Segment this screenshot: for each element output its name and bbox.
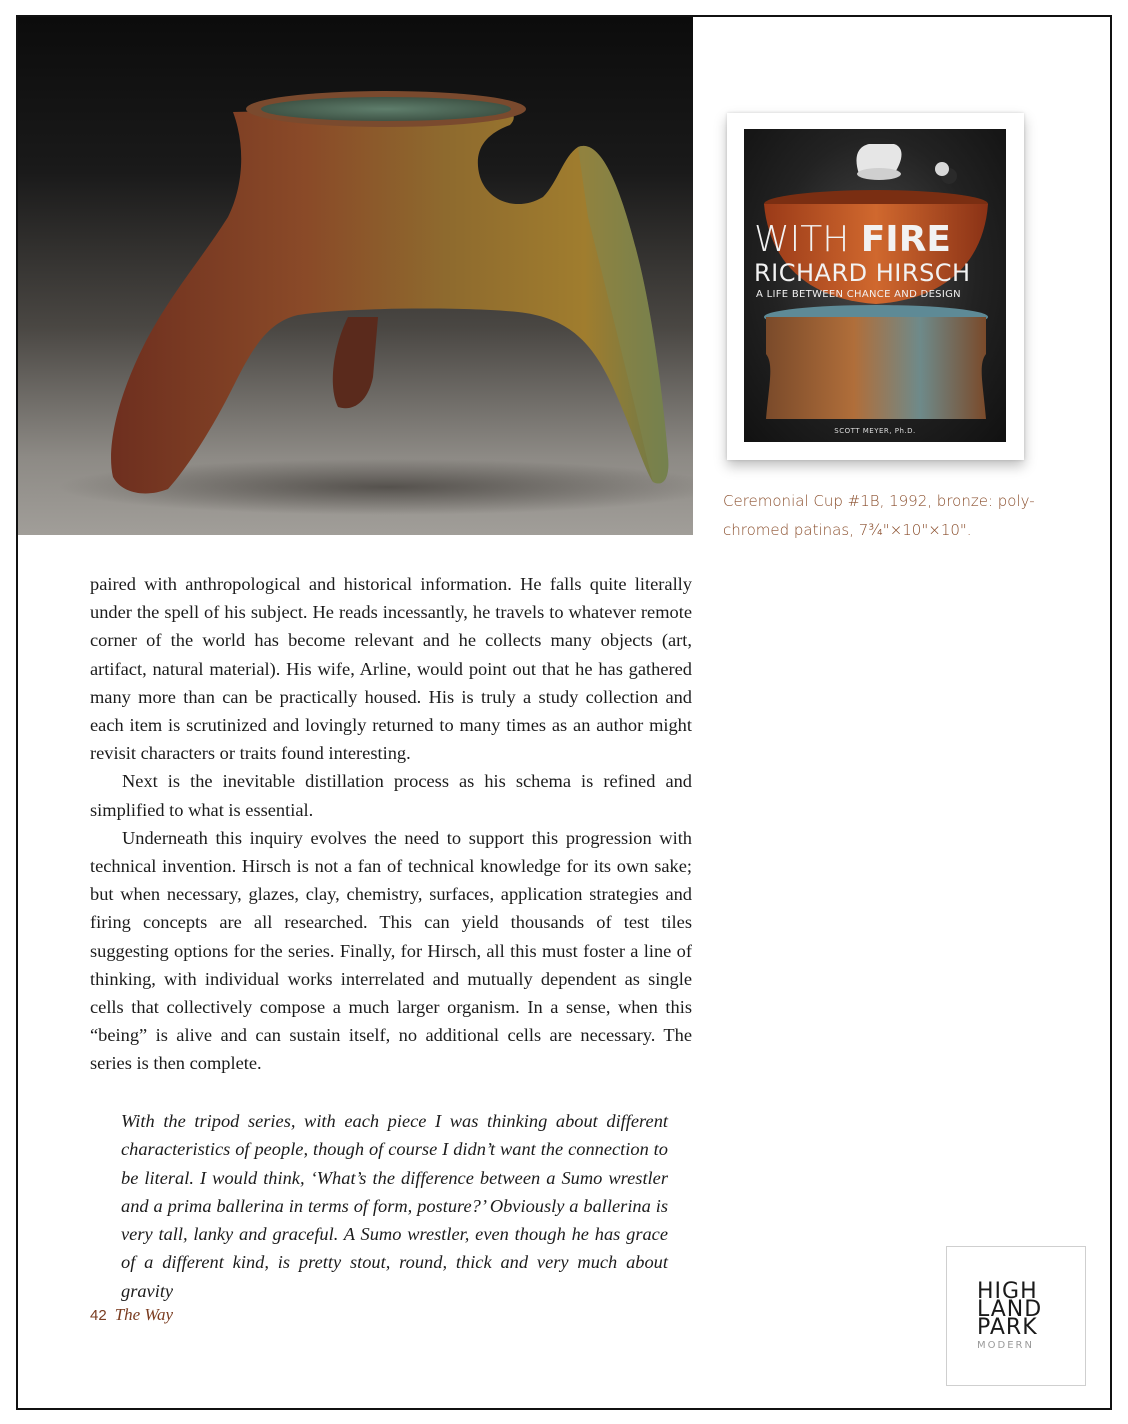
page-number: 42 — [90, 1307, 107, 1324]
cover-author: SCOTT MEYER, Ph.D. — [834, 427, 916, 435]
book-cover-frame — [727, 113, 1024, 460]
cover-subtitle: RICHARD HIRSCH — [754, 259, 971, 287]
ceremonial-cup-illustration — [18, 17, 693, 535]
body-paragraph: Next is the inevitable distillation process as his schema is refined and simplified to what is essential. — [90, 771, 692, 820]
photo-caption: Ceremonial Cup #1B, 1992, bronze: poly-chromed patinas, 7¾"×10"×10". — [723, 492, 1035, 539]
publication-name: The Way — [114, 1305, 174, 1324]
page-footer — [90, 1305, 173, 1325]
pull-quote: With the tripod series, with each piece I was thinking about different characteristics of people, though of course I didn’t want the connection to be literal. I would think, ‘What’s the difference between a Sumo wrestler and a prima ballerina in terms of form, posture?’ Obviously a ballerina is very tall, lanky and graceful. A Sumo wrestler, even though he has grace of a different kind, is pretty stout, round, thick and very much about gravity — [121, 1111, 668, 1301]
cover-title-block — [754, 221, 1004, 301]
ceremonial-cup-photo — [18, 17, 693, 535]
cover-tagline: A LIFE BETWEEN CHANCE AND DESIGN — [756, 289, 961, 300]
body-paragraph: paired with anthropological and historical information. He falls quite literally under the spell of his subject. He reads incessantly, he travels to whatever remote corner of the world has become relevant and he collects many objects (art, artifact, natural material). His wife, Arline, would point out that he has gathered many more than can be practically housed. His is truly a study collection and each item is scrutinized and lovingly returned to many times as an author might revisit characters or traits found interesting. — [90, 574, 692, 764]
highland-park-modern-logo — [946, 1246, 1086, 1386]
logo-wordmark: HIGH LAND PARK MODERN — [977, 1279, 1043, 1351]
cover-title: WITH FIRE — [754, 219, 952, 260]
article-body — [90, 570, 692, 1078]
body-paragraph: Underneath this inquiry evolves the need to support this progression with technical invention. Hirsch is not a fan of technical knowledge for its own sake; but when necessary, glazes, clay, chemistry, surfaces, application strategies and firing concepts are all researched. This can yield thousands of test tiles suggesting options for the series. Finally, for Hirsch, all this must foster a line of thinking, with individual works interrelated and mutually dependent as single cells that collectively compose a much larger organism. In a sense, when this “being” is alive and can sustain itself, no additional cells are necessary. The series is then complete. — [90, 827, 692, 1074]
book-cover — [744, 129, 1006, 442]
